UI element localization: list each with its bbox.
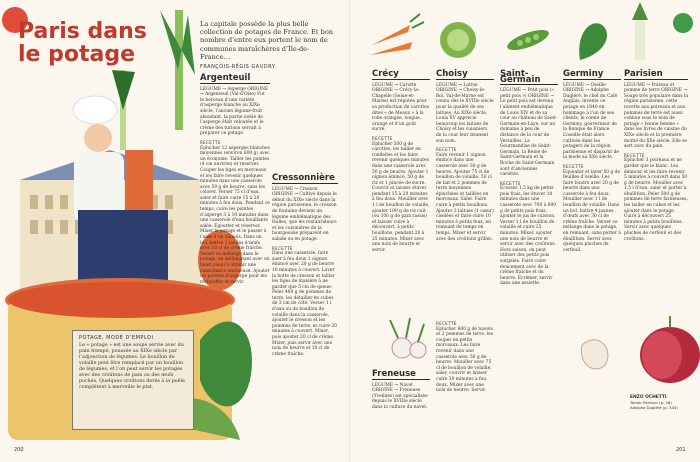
recipe-label: RECETTE xyxy=(563,163,584,169)
section-title: Cressonnière xyxy=(272,176,338,184)
section-title: Saint-Germain xyxy=(500,72,558,85)
recipe-text: Équeuter et laver 50 g de feuilles d’oseille. Les faire fondre avec 20 g de beurre dans une casserole à feu doux. Mouiller avec 1 l de bouillon de volaille. Dans un bol, battre 4 jaunes d’œufs avec 30 cl de crème fraîche. Verser ce mélange dans le potage, en remuant, sans porter à ébullition. Servir avec quelques pluches de cerfeuil. xyxy=(563,169,621,253)
section-freneuse xyxy=(372,369,430,414)
section-germiny xyxy=(563,69,621,256)
sorrel-icon xyxy=(579,23,607,60)
recipe-text: Éplucher 12 asperges blanches moyennes (environ 600 g) avec un économe. Tailler les pointes (4 cm environ) et réserver. Couper les tiges en morceaux et les faire revenir quelques minutes dans une casserole avec 50 g de beurre, sans les colorer. Verser 75 cl d’eau, saler et faire cuire 15 à 20 minutes à feu doux. Pendant ce temps, cuire les pointes d’asperge 3 à 10 minutes dans une casserole d’eau bouillante salée. Égoutter et réserver. Mixer le potage et le passer à l’aide d’un chinois. Dans un bol, battre 2 jaunes d’œufs avec 10 cl de crème fraîche. Verser ce mélange dans le potage, en mélangeant avec un fouet jusqu’à obtenir une consistance onctueuse. Ajouter les pointes d’asperge pour les réchauffer et servir. xyxy=(200,145,270,285)
peas-icon xyxy=(505,26,551,54)
section-title: Germiny xyxy=(563,72,621,80)
section-title: Parisien xyxy=(624,72,688,80)
section-body: LÉGUME → Navet ORIGINE → Freneuse (Yvelines) est spécialisée depuis le XVIIIe siècle dans la culture du navet. xyxy=(372,382,428,410)
section-body: LÉGUME → Cresson ORIGINE → Cultivé depuis le début du XIXe siècle dans la région parisienne, le cresson de fontaine devient un légume emblématique des Halles, que les restaurateurs et les cuisinières de la bourgeoisie préparent en salade ou en potage. xyxy=(272,186,337,242)
onion-icon xyxy=(640,316,700,383)
leek-icon xyxy=(632,2,648,60)
section-parisien xyxy=(624,69,688,245)
section-freneuse-recipe xyxy=(436,318,494,397)
section-body: LÉGUME → Carotte ORIGINE → Crécy-la-Chapelle (Seine-et-Marne) est réputée pour sa production de carottes dites « de Meaux » à la robe orangée, longue, orangé et d’un goût sucré. xyxy=(372,82,429,133)
box-heading: POTAGE, MODE D’EMPLOI xyxy=(79,335,154,341)
credits-line-1: Terroir Parisien (p. 26) xyxy=(630,399,672,405)
section-title: Freneuse xyxy=(372,372,430,380)
recipe-text: Éplucher 3 poireaux et ne garder que le blanc. Les émincer et les faire revenir 5 minutes à couvert dans 50 g de beurre. Mouiller avec 1,5 l d’eau, saler et porter à ébullition. Peler 500 g de pommes de terre farineuses, les tailler en cubes et les ajouter dans le potage. Cuire à découvert 25 minutes à petits bouillons. Servir avec quelques pluches de cerfeuil et des croûtons. xyxy=(624,158,688,242)
section-title: Crécy xyxy=(372,72,430,80)
recipe-label: RECETTE xyxy=(624,152,645,158)
recipe-label: RECETTE xyxy=(372,135,393,141)
potage-mode-emploi-box xyxy=(72,330,194,430)
section-cressonniere xyxy=(272,173,338,360)
page-title: Paris dans le potage xyxy=(18,19,147,67)
recipe-label: RECETTE xyxy=(272,245,293,251)
credits-line-2: Adolphe Dugléré (p. 345) xyxy=(630,404,678,410)
section-saint-germain xyxy=(500,69,558,290)
section-body: LÉGUME → Poireau et pomme de terre ORIGINE → Soupe très populaire dans la région parisienne, cette recette aux poireaux et aux pommes de terre est aussi connue sous le nom de potage « bonne femme » dans les livres de cuisine du XIXe siècle et la première moitié du XXe siècle. Elle se sert avec du pain. xyxy=(624,82,688,150)
credits-name: ENZO OCHETTI xyxy=(630,395,667,400)
intro-paragraph xyxy=(200,20,338,71)
green-dot-icon xyxy=(673,13,693,33)
page-number-right: 201 xyxy=(676,447,686,453)
recipe-text: Dans une casserole, faire suer à feu doux 1 oignon émincé avec 20 g de beurre 10 minutes à couvert. Laver la botte de cresson et tailler les tiges de manière à ne garder que 5 cm de queue. Peler 400 g de pommes de terre, les détailler en cubes de 3 cm de côté. Verser 1 l d’eau ou de bouillon de volaille dans la casserole, ajouter le cresson et les pommes de terre, et cuire 20 minutes à couvert. Mixer, puis ajouter 20 cl de crème. Mixer, puis servir avec une noix de beurre et 10 cl de crème fraîche. xyxy=(272,251,337,357)
box-text: Le « potage » est une soupe servie avec du pain trempé, poussée au XIXe siècle par l’adjonction de légumes. Le bouillon de volaille peut être remplacé par un bouillon de légumes, et l’on peut servir les potages avec des croûtons de pain ou des œufs pochés. Quelques croûtons dorés à la poêle complètent à merveille le plat. xyxy=(79,343,185,390)
intro-text: La capitale possède la plus belle collection de potages de France. Et bon nombre d’entre eux portent le nom de communes maraîchères d’Île-de-France… xyxy=(200,20,334,61)
section-crecy xyxy=(372,69,430,256)
turnip-icon xyxy=(390,318,426,358)
section-body: LÉGUME → Oseille ORIGINE → Adolphe Dugléré, le chef du Café Anglais, invente ce potage en 1840 en hommage à l’un de ses clients, le comte de Germiny, gouverneur de la Banque de France. L’oseille était alors cultivée dans les potagers de la région parisienne et disparut de la mode au XXe siècle. xyxy=(563,82,619,161)
recipe-text: Éplucher 600 g de navets et 2 pommes de terre, les couper en petits morceaux. Les faire revenir dans une casserole avec 50 g de beurre. Mouiller avec 75 cl de bouillon de volaille, saler, couvrir et laisser cuire 30 minutes à feu doux. Mixer avec une noix de beurre. Servir. xyxy=(436,326,493,394)
intro-author: FRANÇOIS-RÉGIS GAUDRY xyxy=(200,64,276,71)
recipe-label: RECETTE xyxy=(436,147,457,153)
credits xyxy=(630,395,686,410)
carrot-icon xyxy=(370,14,424,55)
recipe-text: Éplucher 500 g de carottes, les tailler en rondelles et les faire revenir quelques minutes dans une casserole avec 50 g de beurre. Ajouter 1 oignon émincé, 50 g de riz et 1 pincée de sucre. Couvrir et laisser étuver pendant 15 à 20 minutes à feu doux. Mouiller avec 1 l de bouillon de volaille, ajouter 100 g de riz cuit (ou 100 g de pain rassis) et laisser cuire à découvert, à petits bouillons, pendant 20 à 25 minutes. Mixer avec une noix de beurre et servir. xyxy=(372,141,430,253)
recipe-text: Écosser 1,5 kg de petits pois frais, les étuver 10 minutes dans une casserole avec 700 à 800 g de petits pois frais, ajouter le jus de cuisson. Verser 1 l de bouillon de volaille et cuire 25 minutes. Mixer, ajouter une noix de beurre et servir avec des croûtons. Hors saison, on peut utiliser des petits pois surgelés. Faire cuire doucement avec de la crème fraîche et du beurre. Écrémer, servir dans une assiette. xyxy=(500,186,557,287)
section-title: Argenteuil xyxy=(200,76,270,84)
recipe-label: RECETTE xyxy=(500,180,521,186)
section-choisy xyxy=(436,69,494,245)
section-body: LÉGUME → Laitue ORIGINE → Choisy-le-Roi, Val-de-Marne est connu dès le XVIIIe siècle pour la qualité de ses laitues. Au XIXe siècle, Louis XV apprécie beaucoup les laitues de Choisy et les cuisiniers de la cour leur donnent son nom. xyxy=(436,82,494,144)
page-number-left: 200 xyxy=(14,447,24,453)
recipe-label: RECETTE xyxy=(436,321,457,326)
recipe-text: Faire revenir 1 oignon émincé dans une casserole avec 30 g de beurre. Ajouter 75 cl de bouillon de volaille, 50 cl de lait et 2 pommes de terre moyennes épluchées et taillées en morceaux. Saler. Faire cuire à petits bouillons. Ajouter 2 laitues (1 cœur) ciselées et faire cuire 10 minutes à petits feux, en remuant de temps en temps. Mixer et servir avec des croûtons grillés. xyxy=(436,152,494,242)
section-title: Choisy xyxy=(436,72,494,80)
lettuce-icon xyxy=(440,22,476,58)
section-argenteuil xyxy=(200,73,270,288)
recipe-label: RECETTE xyxy=(200,139,221,145)
section-body: LÉGUME → Petit pois (« petit pois ») ORIGINE → Le petit pois est devenu l’aliment emblématique de Louis XIV et de sa cour au château de Saint-Germain-en-Laye, sur un domaine à peu de distance de la cour de Versailles. La Gourmandise de Saint-Germain, la Reine de Saint-Germain et la Roche de Saint-Germain sont d’anciennes variétés. xyxy=(500,88,558,178)
potato-icon xyxy=(581,340,608,369)
section-body: LÉGUME → Asperge ORIGINE → Argenteuil (Val-d’Oise) Fut le berceau d’une variété d’asperge blanche au XIXe siècle, l’ancien légume-fruit abondant, la partie noble de l’asperge était veloutée et le crème des turions servait à préparer ce potage. xyxy=(200,86,269,137)
